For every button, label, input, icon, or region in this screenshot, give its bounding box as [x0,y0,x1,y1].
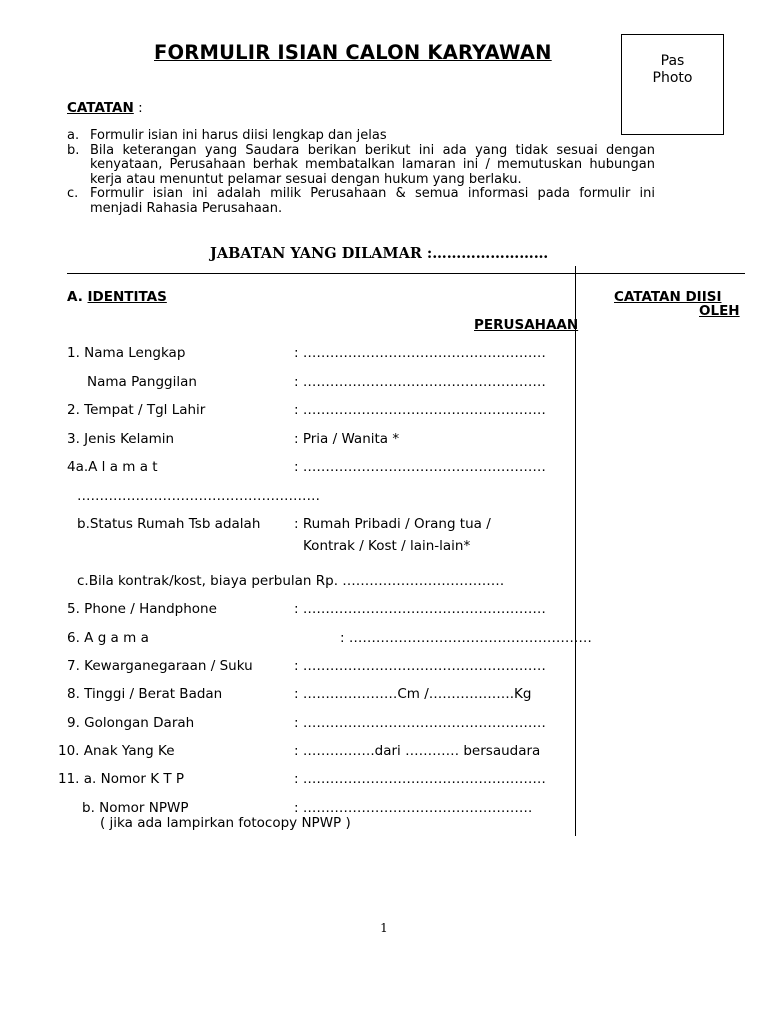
field-label-jenis-kelamin: 3. Jenis Kelamin [67,431,175,447]
section-divider [67,273,745,274]
field-label-status-rumah: b.Status Rumah Tsb adalah [77,516,261,532]
field-input-alamat[interactable]: : ……………………………………………… [294,459,546,475]
field-input-phone[interactable]: : ……………………………………………… [294,601,546,617]
field-input-jenis-kelamin[interactable]: : Pria / Wanita * [294,431,400,447]
field-label-npwp: b. Nomor NPWP [82,800,189,816]
field-biaya-kontrak[interactable]: c.Bila kontrak/kost, biaya perbulan Rp. ……………………………… [77,573,505,589]
field-input-tinggi-berat[interactable]: : …………………Cm /……………….Kg [294,686,532,702]
field-label-tinggi-berat: 8. Tinggi / Berat Badan [67,686,223,702]
field-input-kewarganegaraan[interactable]: : ……………………………………………… [294,658,546,674]
note-text: Formulir isian ini adalah milik Perusahaan & semua informasi pada formulir ini menjadi Rahasia Perusahaan. [90,186,655,216]
note-item [67,144,655,188]
note-text: Formulir isian ini harus diisi lengkap dan jelas [90,128,387,143]
field-input-npwp[interactable]: : …………………………………………… [294,800,533,816]
catatan-colon: : [133,100,143,116]
field-label-golongan-darah: 9. Golongan Darah [67,715,195,731]
side-note-line1: CATATAN DIISI [614,289,722,305]
field-label-tempat-tgl-lahir: 2. Tempat / Tgl Lahir [67,402,206,418]
jabatan-field[interactable]: JABATAN YANG DILAMAR :…………………… [210,245,549,262]
field-input-alamat-cont[interactable]: ……………………………………………… [77,488,320,504]
photo-box-line2: Photo [652,70,693,86]
photo-box-line1: Pas [660,53,685,69]
field-input-status-rumah[interactable]: : Rumah Pribadi / Orang tua / [294,516,491,532]
section-a-heading [67,289,167,305]
field-input-ktp[interactable]: : ……………………………………………… [294,771,546,787]
photo-box-label [622,53,723,87]
field-label-phone: 5. Phone / Handphone [67,601,217,617]
field-label-agama: 6. A g a m a [67,630,149,646]
field-input-status-rumah-cont[interactable]: Kontrak / Kost / lain-lain* [303,538,471,554]
note-item [67,129,655,144]
section-a-prefix: A. [67,289,88,305]
page-number: 1 [380,921,388,935]
field-input-nama-panggilan[interactable]: : ……………………………………………… [294,374,546,390]
note-label: c. [67,186,79,201]
note-item [67,187,655,216]
note-label: b. [67,142,80,158]
field-input-anak-ke[interactable]: : …………….dari ………… bersaudara [294,743,541,759]
field-label-nama-lengkap: 1. Nama Lengkap [67,345,186,361]
field-input-tempat-tgl-lahir[interactable]: : ……………………………………………… [294,402,546,418]
field-label-ktp: 11. a. Nomor K T P [58,771,185,787]
side-note-line2: OLEH [699,303,740,319]
side-note-line3: PERUSAHAAN [474,317,579,333]
notes-list [67,129,655,216]
catatan-label: CATATAN [67,100,134,116]
section-a-label: IDENTITAS [87,289,167,305]
photo-box [621,34,724,135]
field-label-alamat: 4a.A l a m a t [67,459,158,475]
field-input-golongan-darah[interactable]: : ……………………………………………… [294,715,546,731]
field-input-nama-lengkap[interactable]: : ……………………………………………… [294,345,546,361]
field-note-npwp: ( jika ada lampirkan fotocopy NPWP ) [100,815,351,831]
note-text: Bila keterangan yang Saudara berikan berikut ini ada yang tidak sesuai dengan kenyataan, Perusahaan berhak membatalkan lamaran ini / memutuskan hubungan kerja atau menuntut pelamar sesuai dengan hukum yang berlaku. [90,142,655,187]
field-label-kewarganegaraan: 7. Kewarganegaraan / Suku [67,658,253,674]
catatan-heading [67,100,143,116]
field-input-agama[interactable]: : ……………………………………………… [340,630,592,646]
column-divider [575,266,576,836]
form-title: FORMULIR ISIAN CALON KARYAWAN [154,41,552,64]
field-label-anak-ke: 10. Anak Yang Ke [58,743,175,759]
note-label: a. [67,128,80,143]
field-label-nama-panggilan: Nama Panggilan [87,374,197,390]
